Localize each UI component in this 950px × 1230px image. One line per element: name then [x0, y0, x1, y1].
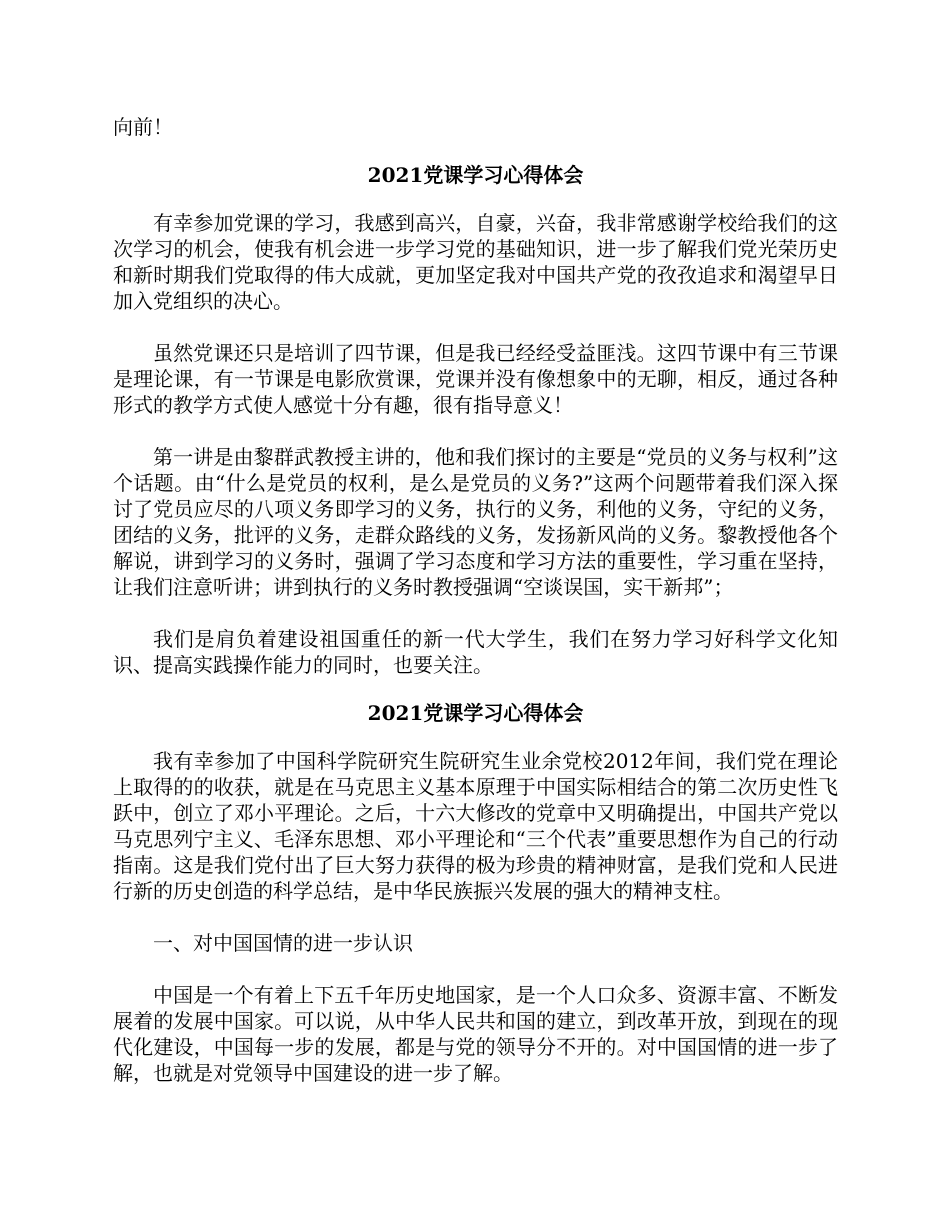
section-1-paragraph-2: 虽然党课还只是培训了四节课，但是我已经经受益匪浅。这四节课中有三节课是理论课，有一节课是电影欣赏课，党课并没有像想象中的无聊，相反，通过各种形式的教学方式使人感觉十分有趣，很有指导意义！ — [113, 341, 838, 417]
document-body — [113, 114, 838, 1086]
section-2-subheading: 一、对中国国情的进一步认识 — [153, 931, 413, 955]
section-heading-1: 2021党课学习心得体会 — [367, 163, 584, 187]
section-1-paragraph-3: 第一讲是由黎群武教授主讲的，他和我们探讨的主要是“党员的义务与权利”这个话题。由“什么是党员的权利，是么是党员的义务?”这两个问题带着我们深入探讨了党员应尽的八项义务即学习的义务，执行的义务，利他的义务，守纪的义务，团结的义务，批评的义务，走群众路线的义务，发扬新风尚的义务。黎教授他各个解说，讲到学习的义务时，强调了学习态度和学习方法的重要性，学习重在坚持，让我们注意听讲；讲到执行的义务时教授强调“空谈误国，实干新邦”； — [113, 445, 838, 599]
section-heading-2: 2021党课学习心得体会 — [367, 701, 584, 725]
section-2-paragraph-2: 中国是一个有着上下五千年历史地国家，是一个人口众多、资源丰富、不断发展着的发展中国家。可以说，从中华人民共和国的建立，到改革开放，到现在的现代化建设，中国每一步的发展，都是与党的领导分不开的。对中国国情的进一步了解，也就是对党领导中国建设的进一步了解。 — [113, 983, 838, 1085]
leading-text: 向前！ — [113, 115, 173, 139]
section-1-paragraph-1: 有幸参加党课的学习，我感到高兴，自豪，兴奋，我非常感谢学校给我们的这次学习的机会，使我有机会进一步学习党的基础知识，进一步了解我们党光荣历史和新时期我们党取得的伟大成就，更加坚定我对中国共产党的孜孜追求和渴望早日加入党组织的决心。 — [113, 211, 838, 313]
section-1-paragraph-4: 我们是肩负着建设祖国重任的新一代大学生，我们在努力学习好科学文化知识、提高实践操作能力的同时，也要关注。 — [113, 627, 838, 677]
section-2-paragraph-1: 我有幸参加了中国科学院研究生院研究生业余党校2012年间，我们党在理论上取得的的收获，就是在马克思主义基本原理于中国实际相结合的第二次历史性飞跃中，创立了邓小平理论。之后，十六大修改的党章中又明确提出，中国共产党以马克思列宁主义、毛泽东思想、邓小平理论和“三个代表”重要思想作为自己的行动指南。这是我们党付出了巨大努力获得的极为珍贵的精神财富，是我们党和人民进行新的历史创造的科学总结，是中华民族振兴发展的强大的精神支柱。 — [113, 749, 838, 903]
